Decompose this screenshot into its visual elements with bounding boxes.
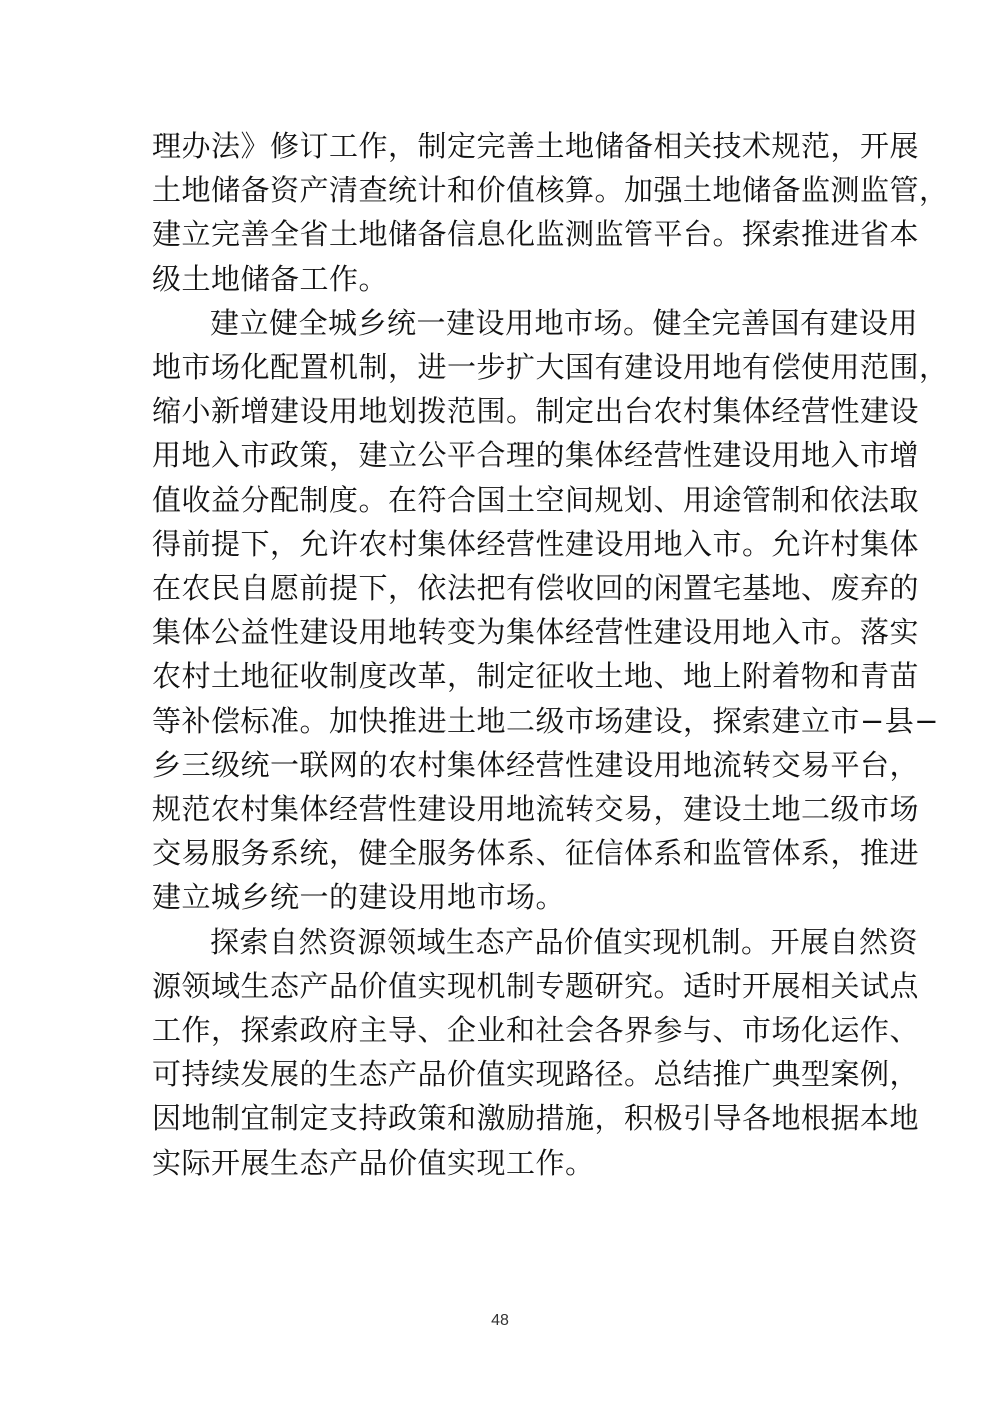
text-line: 建立城乡统一的建设用地市场。 (152, 880, 566, 915)
text-line: 可持续发展的生态产品价值实现路径。总结推广典型案例， (152, 1057, 920, 1092)
paragraph (152, 124, 949, 301)
text-line: 探索自然资源领域生态产品价值实现机制。开展自然资 (210, 924, 919, 959)
text-line: 土地储备资产清查统计和价值核算。加强土地储备监测监管， (152, 173, 949, 208)
text-line: 农村土地征收制度改革，制定征收土地、地上附着物和青苗 (152, 659, 920, 694)
text-line: 建立完善全省土地储备信息化监测监管平台。探索推进省本 (152, 217, 920, 252)
text-line: 规范农村集体经营性建设用地流转交易，建设土地二级市场 (152, 792, 920, 827)
text-line: 级土地储备工作。 (152, 261, 389, 296)
paragraph (152, 920, 920, 1185)
text-line: 源领域生态产品价值实现机制专题研究。适时开展相关试点 (152, 968, 920, 1003)
text-line: 实际开展生态产品价值实现工作。 (152, 1145, 595, 1180)
text-line: 缩小新增建设用地划拨范围。制定出台农村集体经营性建设 (152, 394, 920, 429)
text-line: 在农民自愿前提下，依法把有偿收回的闲置宅基地、废弃的 (152, 571, 920, 606)
body-text (152, 124, 949, 1185)
text-line: 地市场化配置机制，进一步扩大国有建设用地有偿使用范围， (152, 350, 949, 385)
text-line: 等补偿标准。加快推进土地二级市场建设，探索建立市−县− (152, 703, 940, 738)
text-line: 得前提下，允许农村集体经营性建设用地入市。允许村集体 (152, 526, 920, 561)
page-number: 48 (491, 1312, 509, 1329)
text-line: 理办法》修订工作，制定完善土地储备相关技术规范，开展 (152, 129, 920, 163)
text-line: 值收益分配制度。在符合国土空间规划、用途管制和依法取 (152, 482, 920, 517)
text-line: 用地入市政策，建立公平合理的集体经营性建设用地入市增 (152, 438, 920, 473)
text-line: 集体公益性建设用地转变为集体经营性建设用地入市。落实 (152, 615, 920, 650)
paragraph (152, 301, 949, 920)
text-line: 建立健全城乡统一建设用地市场。健全完善国有建设用 (210, 305, 919, 340)
text-line: 工作，探索政府主导、企业和社会各界参与、市场化运作、 (152, 1013, 920, 1048)
text-line: 因地制宜制定支持政策和激励措施，积极引导各地根据本地 (152, 1101, 920, 1136)
text-line: 交易服务系统，健全服务体系、征信体系和监管体系，推进 (152, 836, 920, 871)
text-line: 乡三级统一联网的农村集体经营性建设用地流转交易平台， (152, 747, 920, 782)
